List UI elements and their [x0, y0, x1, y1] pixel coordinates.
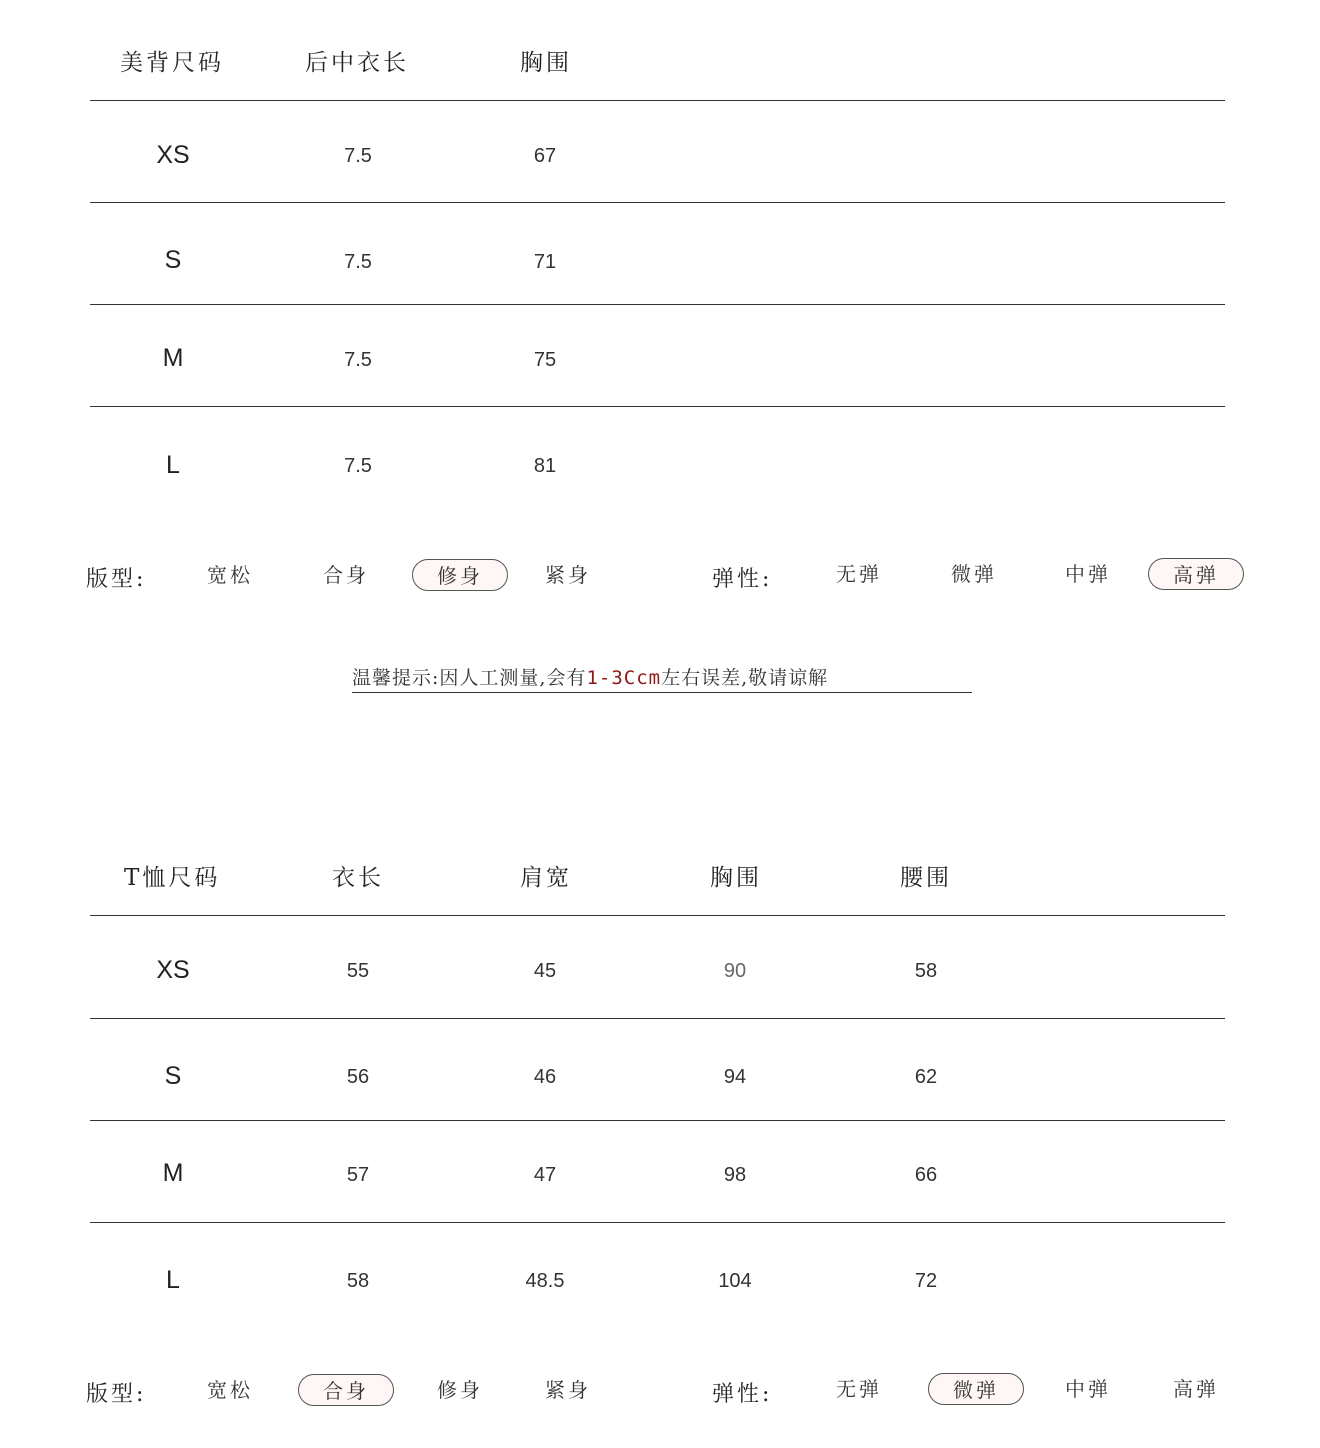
vest-stretch-option-slight[interactable]: 微弹 [951, 562, 997, 586]
tshirt-row-waist: 72 [914, 1270, 938, 1292]
vest-stretch-option-high[interactable]: 高弹 [1148, 558, 1244, 590]
vest-stretch-option-medium[interactable]: 中弹 [1065, 562, 1111, 586]
tshirt-row-waist: 62 [914, 1066, 938, 1088]
tshirt-fit-label: 版型: [86, 1382, 147, 1407]
notice-highlight: 1-3Ccm [586, 667, 662, 689]
tshirt-fit-option-tight[interactable]: 紧身 [545, 1378, 591, 1402]
tshirt-row-length: 56 [346, 1066, 370, 1088]
tshirt-row-size: L [166, 1266, 180, 1294]
tshirt-row-chest: 94 [723, 1066, 747, 1088]
tshirt-stretch-option-none[interactable]: 无弹 [836, 1377, 882, 1401]
measurement-notice [352, 663, 972, 693]
tshirt-row-chest: 90 [723, 960, 747, 982]
vest-fit-option-tight[interactable]: 紧身 [545, 563, 591, 587]
tshirt-stretch-label: 弹性: [712, 1382, 773, 1407]
tshirt-fit-option-slim[interactable]: 修身 [437, 1378, 483, 1402]
vest-header-rule [90, 100, 1225, 101]
tshirt-header-chest: 胸围 [710, 865, 762, 891]
vest-row-length: 7.5 [344, 145, 372, 167]
tshirt-row-length: 58 [346, 1270, 370, 1292]
tshirt-row-rule [90, 1222, 1225, 1223]
vest-row-rule [90, 202, 1225, 203]
tshirt-row-shoulder: 45 [533, 960, 557, 982]
tshirt-header-length: 衣长 [332, 865, 384, 891]
vest-row-chest: 75 [533, 349, 557, 371]
tshirt-row-waist: 66 [914, 1164, 938, 1186]
tshirt-header-waist: 腰围 [900, 865, 952, 891]
vest-fit-option-slim[interactable]: 修身 [412, 559, 508, 591]
vest-row-length: 7.5 [344, 455, 372, 477]
tshirt-row-waist: 58 [914, 960, 938, 982]
vest-row-chest: 71 [533, 251, 557, 273]
tshirt-stretch-option-high[interactable]: 高弹 [1173, 1377, 1219, 1401]
tshirt-row-shoulder: 47 [533, 1164, 557, 1186]
vest-row-rule [90, 406, 1225, 407]
vest-fit-label: 版型: [86, 567, 147, 592]
vest-row-rule [90, 304, 1225, 305]
vest-row-chest: 81 [533, 455, 557, 477]
tshirt-row-size: M [162, 1159, 184, 1187]
tshirt-header-rule [90, 915, 1225, 916]
notice-prefix: 温馨提示:因人工测量,会有 [352, 667, 587, 689]
vest-row-size: M [162, 344, 184, 372]
tshirt-header-shoulder: 肩宽 [520, 865, 572, 891]
vest-stretch-label: 弹性: [712, 567, 773, 592]
vest-header-chest: 胸围 [520, 50, 572, 76]
tshirt-fit-option-loose[interactable]: 宽松 [207, 1378, 253, 1402]
notice-suffix: 左右误差,敬请谅解 [661, 667, 829, 689]
vest-row-size: S [164, 246, 182, 274]
vest-stretch-option-none[interactable]: 无弹 [836, 562, 882, 586]
tshirt-fit-option-regular[interactable]: 合身 [298, 1374, 394, 1406]
vest-header-size: 美背尺码 [120, 50, 224, 76]
tshirt-stretch-option-slight[interactable]: 微弹 [928, 1373, 1024, 1405]
vest-row-length: 7.5 [344, 349, 372, 371]
vest-header-length: 后中衣长 [305, 50, 409, 76]
tshirt-stretch-option-medium[interactable]: 中弹 [1065, 1377, 1111, 1401]
vest-row-chest: 67 [533, 145, 557, 167]
vest-row-length: 7.5 [344, 251, 372, 273]
tshirt-row-rule [90, 1018, 1225, 1019]
tshirt-row-shoulder: 48.5 [525, 1270, 565, 1292]
tshirt-row-rule [90, 1120, 1225, 1121]
vest-fit-option-loose[interactable]: 宽松 [207, 563, 253, 587]
tshirt-row-chest: 104 [718, 1270, 752, 1292]
tshirt-row-chest: 98 [723, 1164, 747, 1186]
vest-row-size: XS [156, 141, 190, 169]
vest-row-size: L [166, 451, 180, 479]
vest-fit-option-regular[interactable]: 合身 [323, 563, 369, 587]
tshirt-row-length: 57 [346, 1164, 370, 1186]
tshirt-row-size: XS [156, 956, 190, 984]
tshirt-row-size: S [164, 1062, 182, 1090]
tshirt-header-size: T恤尺码 [124, 865, 221, 891]
tshirt-row-shoulder: 46 [533, 1066, 557, 1088]
tshirt-row-length: 55 [346, 960, 370, 982]
